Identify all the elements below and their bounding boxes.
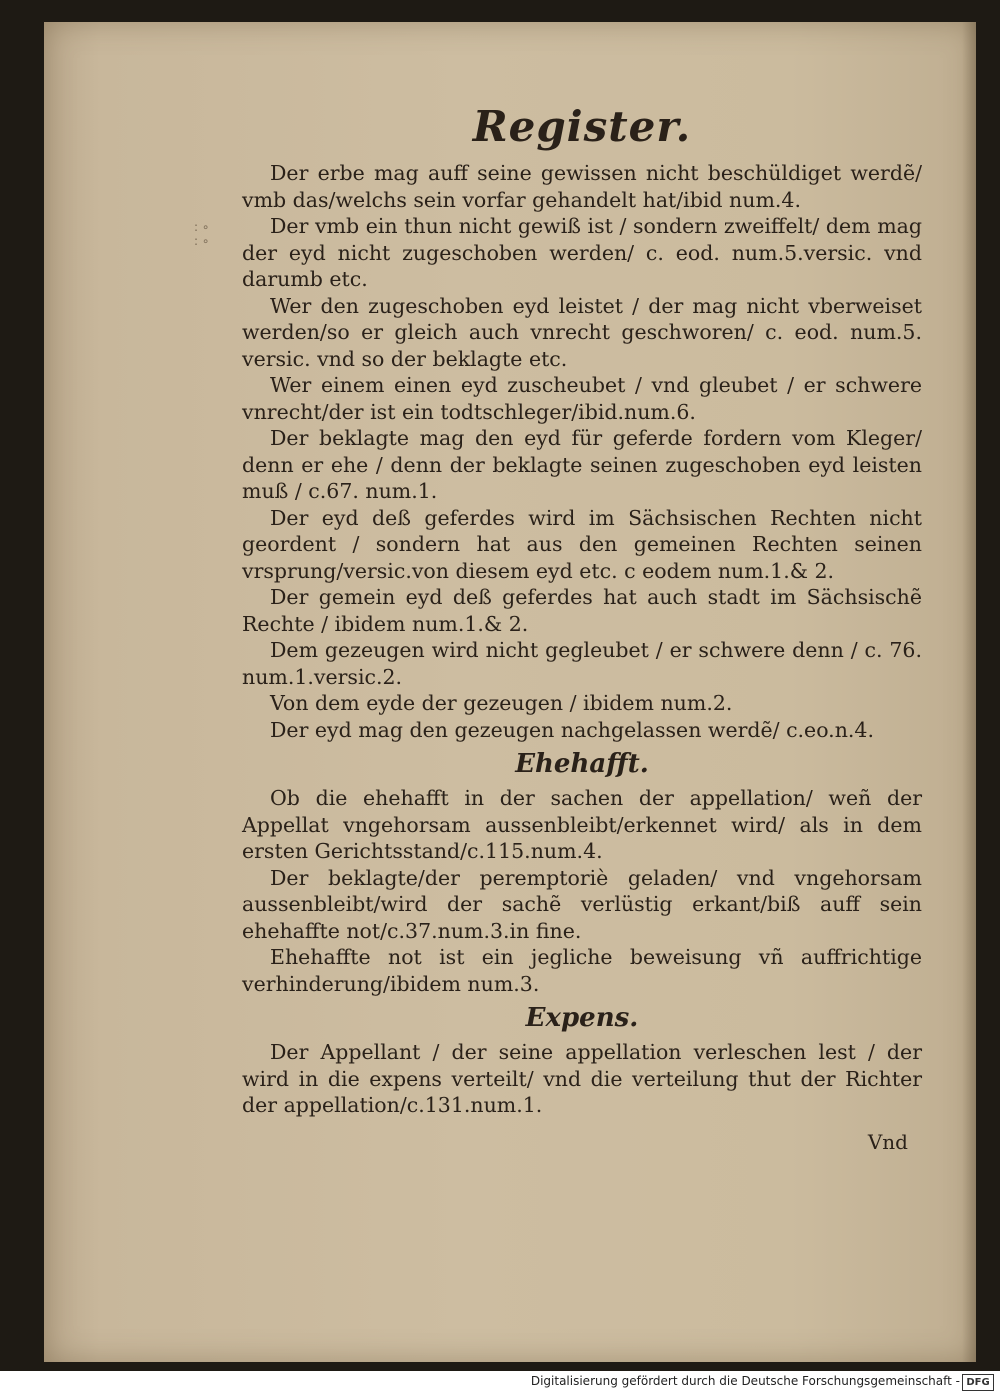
- register-entry: Der beklagte/der peremptoriè geladen/ vnd vngehorsam aussenbleibt/wird der sachẽ verlüstig erkant/biß auff sein ehehaffte not/c.37.num.3.in fine.: [242, 865, 922, 943]
- dfg-logo: DFG: [962, 1374, 994, 1391]
- register-entry: Der eyd mag den gezeugen nachgelassen werdẽ/ c.eo.n.4.: [270, 717, 874, 742]
- register-entry: Der vmb ein thun nicht gewiß ist / sondern zweiffelt/ dem mag der eyd nicht zugeschoben werden/ c. eod. num.5.versic. vnd darumb etc.: [242, 214, 922, 291]
- register-entry: Von dem eyde der gezeugen / ibidem num.2.: [270, 691, 733, 715]
- page-text-block: [242, 102, 922, 1155]
- running-head: Register.: [472, 102, 692, 151]
- section-heading-ehehafft: Ehehafft.: [515, 749, 649, 779]
- register-entry: Ehehaffte not ist ein jegliche beweisung vñ auffrichtige verhinderung/ibidem num.3.: [242, 945, 922, 996]
- section-heading-expens: Expens.: [525, 1003, 639, 1033]
- catchword: Vnd: [867, 1129, 908, 1154]
- register-entry: Der gemein eyd deß geferdes hat auch stadt im Sächsischẽ Rechte / ibidem num.1.& 2.: [242, 585, 922, 636]
- register-entry: Der eyd deß geferdes wird im Sächsischen Rechten nicht geordent / sondern hat aus den gemeinen Rechten seinen vrsprung/versic.von diesem eyd etc. c eodem num.1.& 2.: [242, 505, 922, 583]
- register-entry: Wer einem einen eyd zuscheubet / vnd gleubet / er schwere vnrecht/der ist ein todtschleger/ibid.num.6.: [242, 373, 922, 424]
- register-entry: Ob die ehehafft in der sachen der appellation/ weñ der Appellat vngehorsam aussenbleibt/erkennet wird/ als in dem ersten Gerichtsstand/c.115.num.4.: [242, 786, 922, 863]
- register-entry: Der Appellant / der seine appellation verleschen lest / der wird in die expens verteilt/ vnd die verteilung thut der Richter der appellation/c.131.num.1.: [242, 1040, 922, 1117]
- register-entry: Der erbe mag auff seine gewissen nicht beschüldiget werdẽ/ vmb das/welchs sein vorfar gehandelt hat/ibid num.4.: [242, 161, 922, 212]
- footer-bar: [0, 1371, 1000, 1393]
- book-page: [44, 22, 976, 1362]
- register-entry: Der beklagte mag den eyd für geferde fordern vom Kleger/ denn er ehe / denn der beklagte seinen zugeschoben eyd leisten muß / c.67. num.1.: [242, 426, 922, 503]
- register-entry: Dem gezeugen wird nicht gegleubet / er schwere denn / c. 76. num.1.versic.2.: [242, 638, 922, 689]
- register-entry: Wer den zugeschoben eyd leistet / der mag nicht vberweiset werden/so er gleich auch vnrecht geschworen/ c. eod. num.5. versic. vnd so der beklagte etc.: [242, 293, 922, 371]
- margin-marks: : ∘ : ∘: [194, 220, 210, 248]
- funding-note: Digitalisierung gefördert durch die Deutsche Forschungsgemeinschaft -: [530, 1374, 960, 1388]
